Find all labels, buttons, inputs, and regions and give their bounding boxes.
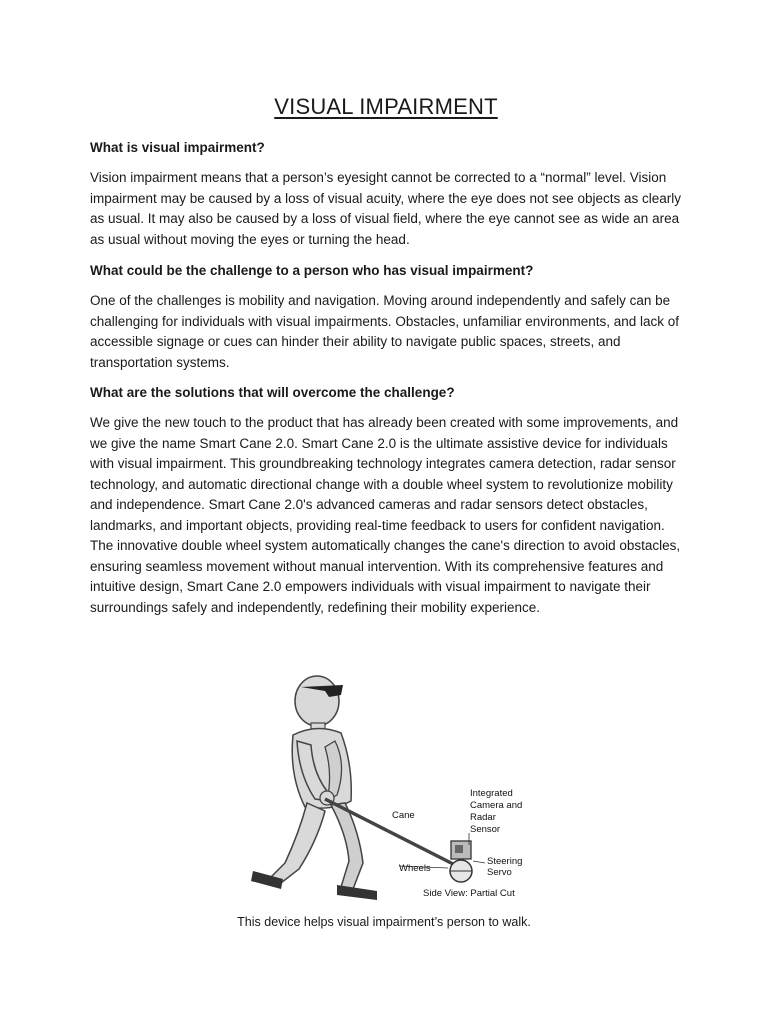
question-heading: What could be the challenge to a person who has visual impairment? bbox=[90, 263, 534, 278]
answer-paragraph: Vision impairment means that a person’s eyesight cannot be corrected to a “normal” level. Vision impairment may be caused by a loss of visual acuity, where the eye does not see objects as clearly as usual. It may also be caused by a loss of visual field, where the eye cannot see as wide an area as usual without moving the eyes or turning the head. bbox=[90, 170, 682, 247]
figure-caption: This device helps visual impairment’s person to walk. bbox=[237, 915, 531, 929]
label-sensor: Radar bbox=[470, 812, 496, 823]
label-sensor: Sensor bbox=[470, 824, 501, 835]
label-servo: Servo bbox=[487, 867, 512, 878]
label-view: Side View: Partial Cut bbox=[423, 888, 515, 899]
label-wheels: Wheels bbox=[399, 863, 431, 874]
smart-cane-illustration bbox=[237, 665, 533, 901]
question-heading: What is visual impairment? bbox=[90, 140, 265, 155]
document-title: VISUAL IMPAIRMENT bbox=[274, 94, 498, 119]
label-sensor: Integrated bbox=[470, 788, 513, 799]
shoe-icon bbox=[337, 885, 377, 900]
person-head bbox=[295, 676, 339, 726]
answer-paragraph: One of the challenges is mobility and navigation. Moving around independently and safely can be challenging for individuals with visual impairments. Obstacles, unfamiliar environments, and lack of accessible signage or cues can hinder their ability to navigate public spaces, streets, and transportation systems. bbox=[90, 293, 680, 370]
label-servo: Steering bbox=[487, 856, 523, 867]
smart-cane-drawing bbox=[237, 665, 533, 901]
question-heading: What are the solutions that will overcome the challenge? bbox=[90, 385, 455, 400]
answer-paragraph: We give the new touch to the product that has already been created with some improvements, and we give the name Smart Cane 2.0. Smart Cane 2.0 is the ultimate assistive device for individuals with visual impairment. This groundbreaking technology integrates camera detection, radar sensor technology, and automatic directional change with a double wheel system to revolutionize mobility and independence. Smart Cane 2.0's advanced cameras and radar sensors detect obstacles, landmarks, and important objects, providing real-time feedback to users for confident navigation. The innovative double wheel system automatically changes the cane's direction to avoid obstacles, ensuring seamless movement without manual intervention. With its comprehensive features and intuitive design, Smart Cane 2.0 empowers individuals with visual impairment to navigate their surroundings safely and independently, redefining their mobility experience. bbox=[90, 415, 681, 615]
label-cane: Cane bbox=[392, 810, 415, 821]
label-sensor: Camera and bbox=[470, 800, 523, 811]
person-leg bbox=[271, 803, 325, 883]
